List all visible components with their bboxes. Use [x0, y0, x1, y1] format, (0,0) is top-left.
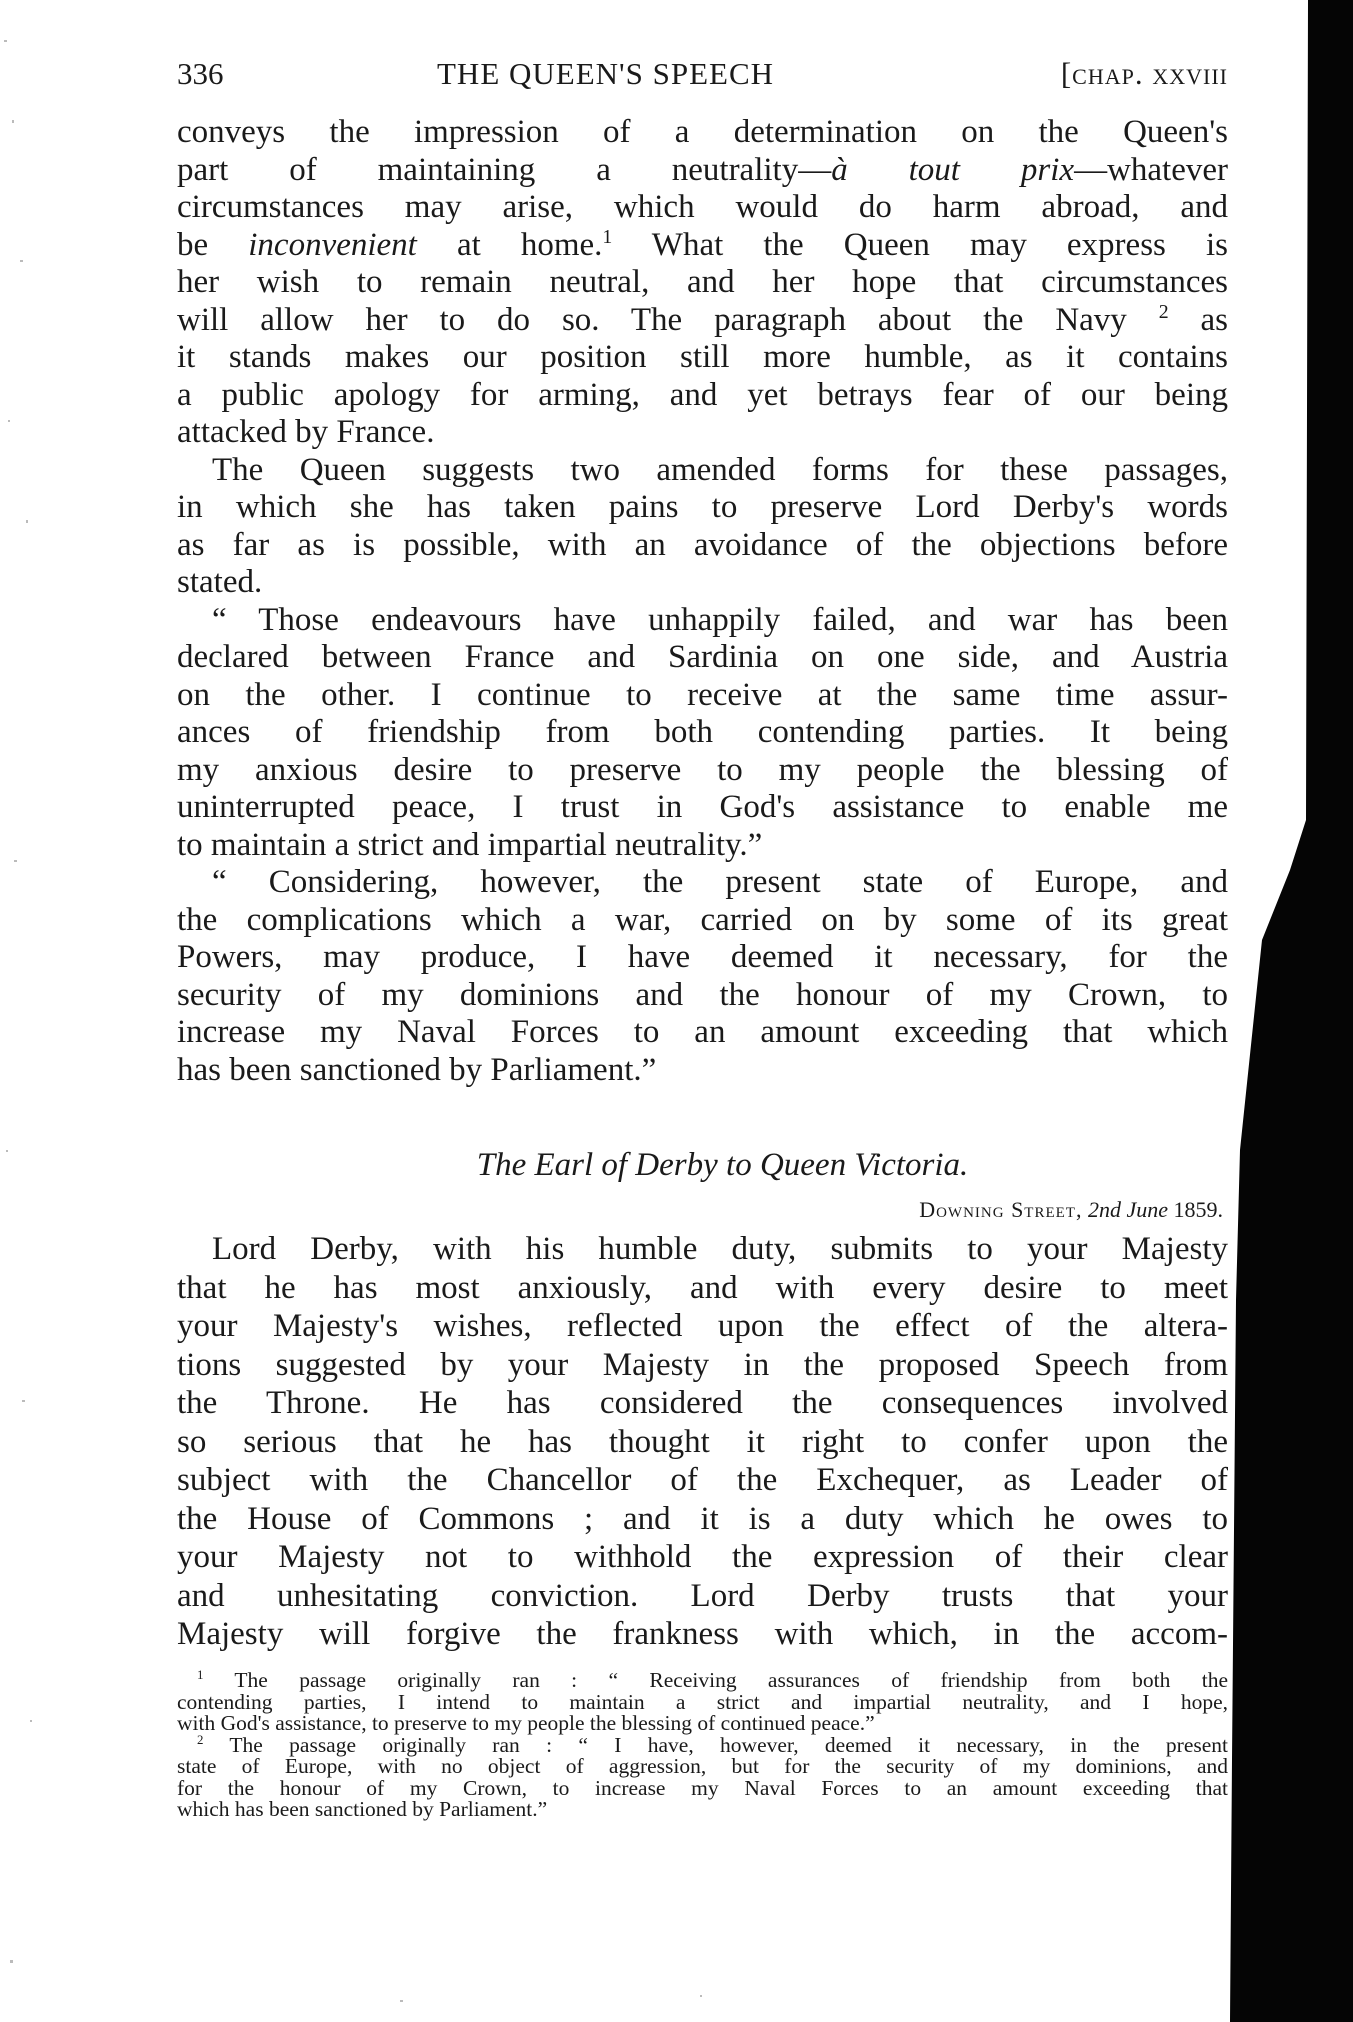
text-line [177, 902, 1228, 940]
text-line [177, 452, 1228, 490]
text-segment: and unhesitating conviction. Lord Derby trusts that your [177, 1577, 1228, 1614]
text-line [177, 602, 1228, 640]
text-segment: contending parties, I intend to maintain a strict and impartial neutrality, and I hope, [177, 1689, 1228, 1714]
italic-text: inconvenient [248, 226, 417, 263]
text-segment: so serious that he has thought it right to confer upon the [177, 1423, 1228, 1460]
text-line [177, 1500, 1228, 1539]
footnotes [177, 1667, 1228, 1821]
text-line [177, 639, 1228, 677]
text-segment: subject with the Chancellor of the Exchequer, as Leader of [177, 1462, 1228, 1498]
text-segment: be [177, 226, 249, 263]
text-segment: in which she has taken pains to preserve Lord Derby's words [177, 489, 1228, 525]
text-line [177, 789, 1228, 827]
text-line [177, 1461, 1228, 1500]
footnote-line [177, 1799, 1228, 1821]
text-segment: your Majesty's wishes, reflected upon the effect of the altera- [177, 1308, 1228, 1344]
text-segment: “ Considering, however, the present state of Europe, and [212, 864, 1228, 900]
letter-heading: The Earl of Derby to Queen Victoria. [476, 1147, 969, 1183]
text-line [177, 1014, 1228, 1052]
text-line [177, 489, 1228, 527]
footnote-line [177, 1667, 1228, 1692]
text-segment: uninterrupted peace, I trust in God's assistance to enable me [177, 789, 1228, 825]
page-number: 336 [177, 56, 224, 91]
text-segment: on the other. I continue to receive at the same time assur- [177, 676, 1228, 713]
text-segment: which has been sanctioned by Parliament.” [177, 1797, 548, 1821]
text-segment: her wish to remain neutral, and her hope that circumstances [177, 264, 1228, 300]
chapter-label: [chap. xxviii [1060, 56, 1228, 91]
dateline-place: Downing Street, [919, 1197, 1083, 1222]
running-head-title: THE QUEEN'S SPEECH [437, 56, 775, 91]
text-line [177, 1423, 1228, 1462]
text-line [177, 1384, 1228, 1423]
text-segment: The passage originally ran : “ I have, however, deemed it necessary, in the present [203, 1732, 1228, 1757]
footnote-marker: 2 [197, 1732, 204, 1747]
dateline-day: 2nd June [1087, 1197, 1168, 1222]
footnote-line [177, 1756, 1228, 1778]
text-segment: will allow her to do so. The paragraph about the Navy [177, 301, 1159, 338]
text-segment: What the Queen may express is [612, 226, 1228, 263]
text-segment: a public apology for arming, and yet betrays fear of our being [177, 376, 1228, 413]
footnote-marker: 2 [1158, 300, 1169, 323]
text-line [177, 714, 1228, 752]
text-segment: The Queen suggests two amended forms for these passages, [212, 451, 1228, 488]
italic-text: à tout prix [831, 151, 1075, 188]
text-segment: tions suggested by your Majesty in the proposed Speech from [177, 1346, 1228, 1383]
body-text-letter [177, 1230, 1228, 1654]
text-segment: part of maintaining a neutrality— [177, 151, 832, 188]
letter-dateline [919, 1197, 1223, 1223]
text-segment: conveys the impression of a determination on the Queen's [177, 114, 1228, 150]
footnote-line [177, 1775, 1228, 1800]
text-segment: attacked by France. [177, 414, 435, 450]
text-line [177, 1230, 1228, 1269]
footnote-line [177, 1713, 1228, 1735]
text-line [177, 189, 1228, 227]
text-line [177, 677, 1228, 715]
text-line [177, 977, 1228, 1015]
text-line [177, 864, 1228, 902]
text-segment: for the honour of my Crown, to increase my Naval Forces to an amount exceeding that [177, 1775, 1228, 1800]
text-line [177, 564, 1228, 602]
text-line [177, 1269, 1228, 1308]
text-segment: to maintain a strict and impartial neutrality.” [177, 826, 763, 863]
text-segment: security of my dominions and the honour of my Crown, to [177, 976, 1228, 1013]
text-line [177, 527, 1228, 565]
running-header [177, 56, 1228, 96]
footnote-line [177, 1689, 1228, 1714]
body-text-upper [177, 114, 1228, 1089]
text-line [177, 827, 1228, 865]
text-segment: circumstances may arise, which would do harm abroad, and [177, 189, 1228, 225]
text-line [177, 264, 1228, 302]
text-segment: increase my Naval Forces to an amount exceeding that which [177, 1014, 1228, 1050]
footnote-marker: 1 [602, 225, 613, 248]
text-segment: that he has most anxiously, and with every desire to meet [177, 1269, 1228, 1306]
text-segment: has been sanctioned by Parliament.” [177, 1051, 657, 1088]
text-segment: as far as is possible, with an avoidance of the objections before [177, 526, 1228, 563]
footnote-line [177, 1732, 1228, 1757]
text-segment: stated. [177, 564, 263, 600]
text-segment: as [1168, 301, 1228, 338]
text-segment: ances of friendship from both contending parties. It being [177, 714, 1228, 750]
text-line [177, 1538, 1228, 1577]
text-line [177, 414, 1228, 452]
text-line [177, 339, 1228, 377]
text-line [177, 114, 1228, 152]
text-segment: declared between France and Sardinia on one side, and Austria [177, 639, 1228, 675]
text-line [177, 1346, 1228, 1385]
text-line [177, 377, 1228, 415]
text-line [177, 227, 1228, 265]
text-segment: Lord Derby, with his humble duty, submits to your Majesty [212, 1231, 1228, 1267]
text-segment: your Majesty not to withhold the expression of their clear [177, 1539, 1228, 1575]
text-line [177, 1307, 1228, 1346]
text-segment: Majesty will forgive the frankness with which, in the accom- [177, 1616, 1228, 1652]
text-segment: my anxious desire to preserve to my people the blessing of [177, 751, 1228, 788]
text-segment: The passage originally ran : “ Receiving assurances of friendship from both the [203, 1668, 1228, 1692]
text-segment: the complications which a war, carried on by some of its great [177, 901, 1228, 938]
dateline-year: 1859. [1173, 1197, 1223, 1222]
text-segment: state of Europe, with no object of aggression, but for the security of my dominions, and [177, 1754, 1228, 1778]
text-segment: at home. [416, 226, 603, 263]
footnote-marker: 1 [197, 1667, 204, 1682]
text-segment: with God's assistance, to preserve to my people the blessing of continued peace.” [177, 1711, 875, 1735]
text-line [177, 1577, 1228, 1616]
text-segment: Powers, may produce, I have deemed it necessary, for the [177, 939, 1228, 975]
text-segment: —whatever [1074, 151, 1228, 188]
text-line [177, 939, 1228, 977]
text-line [177, 1615, 1228, 1654]
text-segment: “ Those endeavours have unhappily failed, and war has been [212, 601, 1228, 638]
text-segment: the Throne. He has considered the consequences involved [177, 1385, 1228, 1421]
text-line [177, 152, 1228, 190]
text-line [177, 302, 1228, 340]
text-line [177, 752, 1228, 790]
text-line [177, 1052, 1228, 1090]
text-segment: it stands makes our position still more humble, as it contains [177, 339, 1228, 375]
text-segment: the House of Commons ; and it is a duty which he owes to [177, 1500, 1228, 1537]
